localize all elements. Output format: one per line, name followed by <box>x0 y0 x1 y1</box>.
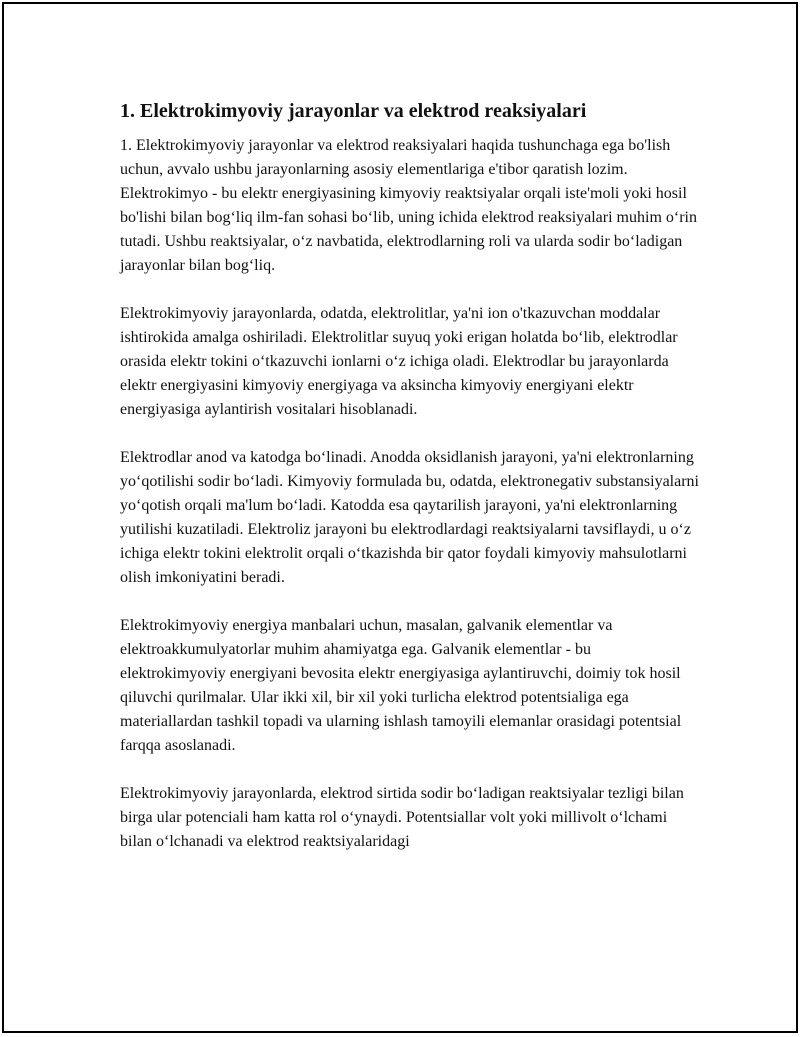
paragraph: 1. Elektrokimyoviy jarayonlar va elektrod reaksiyalari haqida tushunchaga ega bo'lish uchun, avvalo ushbu jarayonlarning asosiy elementlariga e'tibor qaratish lozim. Elektrokimyo - bu elektr energiyasining kimyoviy reaktsiyalar orqali iste'moli yoki hosil bo'lishi bilan bog‘liq ilm-fan sohasi bo‘lib, uning ichida elektrod reaksiyalari muhim o‘rin tutadi. Ushbu reaktsiyalar, o‘z navbatida, elektrodlarning roli va ularda sodir bo‘ladigan jarayonlar bilan bog‘liq. <box>120 137 697 274</box>
document-page <box>2 2 798 1033</box>
paragraph: Elektrokimyoviy energiya manbalari uchun, masalan, galvanik elementlar va elektroakkumulyatorlar muhim ahamiyatga ega. Galvanik elementlar - bu elektrokimyoviy energiyani bevosita elektr energiyasiga aylantiruvchi, doimiy tok hosil qiluvchi qurilmalar. Ular ikki xil, bir xil yoki turlicha elektrod potentsialiga ega materiallardan tashkil topadi va ularning ishlash tamoyili elemanlar orasidagi potentsial farqqa asoslanadi. <box>120 617 682 754</box>
document-title: 1. Elektrokimyoviy jarayonlar va elektrod reaksiyalari <box>120 100 587 122</box>
paragraph: Elektrodlar anod va katodga bo‘linadi. Anodda oksidlanish jarayoni, ya'ni elektronlarning yo‘qotilishi sodir bo‘ladi. Kimyoviy formulada bu, odatda, elektronegativ substansiyalarni yo‘qotish orqali ma'lum bo‘ladi. Katodda esa qaytarilish jarayoni, ya'ni elektronlarning yutilishi kuzatiladi. Elektroliz jarayoni bu elektrodlardagi reaktsiyalarni tavsiflaydi, u o‘z ichiga elektr tokini elektrolit orqali o‘tkazishda bir qator foydali kimyoviy mahsulotlarni olish imkoniyatini beradi. <box>120 449 699 586</box>
document-body <box>120 98 700 878</box>
paragraph: Elektrokimyoviy jarayonlarda, elektrod sirtida sodir bo‘ladigan reaktsiyalar tezligi bilan birga ular potenciali ham katta rol o‘ynaydi. Potentsiallar volt yoki millivolt o‘lchami bilan o‘lchanadi va elektrod reaktsiyalaridagi <box>120 785 684 850</box>
paragraph: Elektrokimyoviy jarayonlarda, odatda, elektrolitlar, ya'ni ion o'tkazuvchan moddalar ishtirokida amalga oshiriladi. Elektrolitlar suyuq yoki erigan holatda bo‘lib, elektrodlar orasida elektr tokini o‘tkazuvchi ionlarni o‘z ichiga oladi. Elektrodlar bu jarayonlarda elektr energiyasini kimyoviy energiyaga va aksincha kimyoviy energiyani elektr energiyasiga aylantirish vositalari hisoblanadi. <box>120 305 678 418</box>
